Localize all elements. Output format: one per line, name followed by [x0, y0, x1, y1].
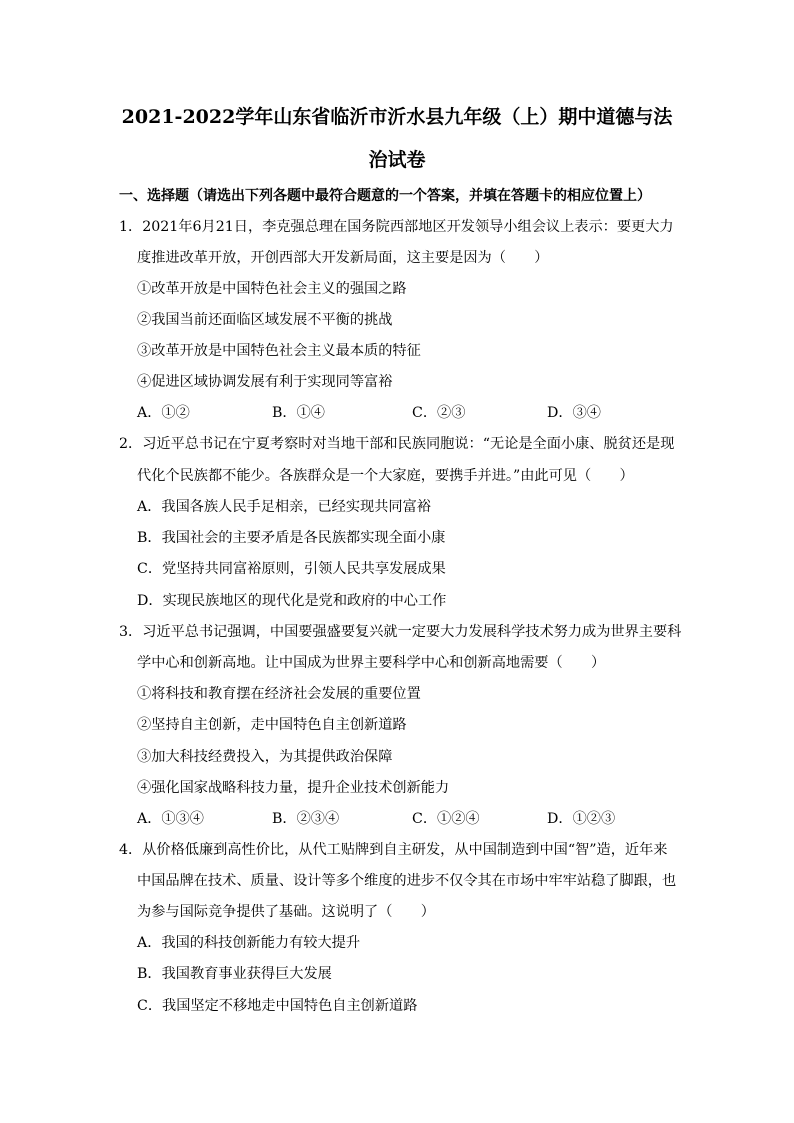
q3-item-4: ④强化国家战略科技力量，提升企业技术创新能力	[137, 780, 450, 796]
q4-option-a: A．我国的科技创新能力有较大提升	[137, 935, 361, 951]
q2-stem-line2: 代化个民族都不能少。各族群众是一个大家庭，要携手并进。”由此可见（ ）	[137, 468, 634, 484]
q1-item-3: ③改革开放是中国特色社会主义最本质的特征	[137, 343, 421, 359]
exam-title-line1: 2021-2022学年山东省临沂市沂水县九年级（上）期中道德与法	[121, 106, 673, 128]
q2-stem-line1: 2．习近平总书记在宁夏考察时对当地干部和民族同胞说：“无论是全面小康、脱贫还是现	[119, 436, 675, 452]
q4-stem-line3: 为参与国际竞争提供了基础。这说明了（ ）	[137, 904, 435, 920]
q4-stem-line2: 中国品牌在技术、质量、设计等多个维度的进步不仅令其在市场中牢牢站稳了脚跟，也	[137, 873, 677, 889]
section-heading: 一、选择题（请选出下列各题中最符合题意的一个答案，并填在答题卡的相应位置上）	[119, 188, 651, 204]
q1-item-4: ④促进区域协调发展有利于实现同等富裕	[137, 374, 393, 390]
q2-option-a: A．我国各族人民手足相亲，已经实现共同富裕	[137, 499, 431, 515]
q3-item-1: ①将科技和教育摆在经济社会发展的重要位置	[137, 686, 421, 702]
q1-option-c: C．②③	[412, 405, 466, 421]
q2-option-b: B．我国社会的主要矛盾是各民族都实现全面小康	[137, 530, 446, 546]
q2-option-c: C．党坚持共同富裕原则，引领人民共享发展成果	[137, 561, 446, 577]
q1-option-d: D．③④	[547, 405, 601, 421]
exam-title-line2: 治试卷	[368, 149, 426, 171]
q3-stem-line1: 3．习近平总书记强调，中国要强盛要复兴就一定要大力发展科学技术努力成为世界主要科	[119, 624, 682, 640]
q3-item-3: ③加大科技经费投入，为其提供政治保障	[137, 749, 393, 765]
q3-item-2: ②坚持自主创新，走中国特色自主创新道路	[137, 717, 407, 733]
q1-item-1: ①改革开放是中国特色社会主义的强国之路	[137, 281, 407, 297]
q3-option-c: C．①②④	[412, 811, 480, 827]
q1-item-2: ②我国当前还面临区域发展不平衡的挑战	[137, 312, 393, 328]
q4-stem-line1: 4．从价格低廉到高性价比，从代工贴牌到自主研发，从中国制造到中国“智”造，近年来	[119, 842, 668, 858]
q3-option-b: B．②③④	[272, 811, 340, 827]
q1-option-a: A．①②	[137, 405, 190, 421]
q1-stem-line1: 1．2021年6月21日，李克强总理在国务院西部地区开发领导小组会议上表示：要更大力	[119, 219, 674, 235]
q3-stem-line2: 学中心和创新高地。让中国成为世界主要科学中心和创新高地需要（ ）	[137, 655, 606, 671]
q4-option-b: B．我国教育事业获得巨大发展	[137, 966, 332, 982]
q2-option-d: D．实现民族地区的现代化是党和政府的中心工作	[137, 593, 447, 609]
q4-option-c: C．我国坚定不移地走中国特色自主创新道路	[137, 998, 418, 1014]
q1-option-b: B．①④	[272, 405, 325, 421]
q3-option-d: D．①②③	[547, 811, 616, 827]
q1-stem-line2: 度推进改革开放，开创西部大开发新局面，这主要是因为（ ）	[137, 250, 549, 266]
q3-option-a: A．①③④	[137, 811, 204, 827]
